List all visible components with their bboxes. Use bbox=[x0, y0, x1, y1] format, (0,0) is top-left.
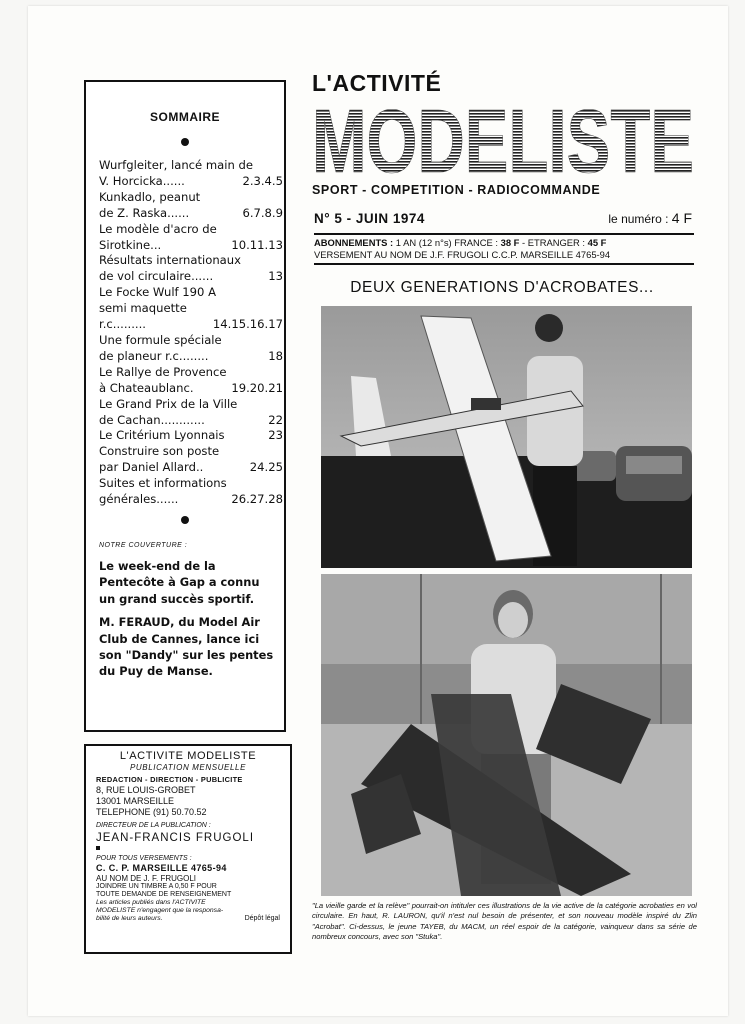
sommaire-box bbox=[84, 80, 286, 732]
photo-lauron bbox=[321, 306, 692, 568]
imprint-phone: TELEPHONE (91) 50.70.52 bbox=[96, 807, 207, 817]
toc-item: Le Focke Wulf 190 A semi maquette r.c ......... 14.15.16.17 bbox=[99, 285, 283, 332]
rule-line bbox=[314, 233, 694, 235]
imprint-address: 8, RUE LOUIS-GROBET bbox=[96, 785, 196, 795]
toc-item: Construire son poste par Daniel Allard .. 24.25 bbox=[99, 444, 283, 475]
svg-text:MODELISTE: MODELISTE bbox=[312, 104, 694, 180]
issue-price: le numéro : 4 F bbox=[608, 210, 692, 226]
rule-line bbox=[314, 263, 694, 265]
stamp-note: JOINDRE UN TIMBRE A 0,50 F POUR bbox=[96, 883, 217, 890]
table-of-contents bbox=[99, 158, 283, 508]
imprint-roles: REDACTION - DIRECTION - PUBLICITE bbox=[96, 775, 243, 784]
versement-line: VERSEMENT AU NOM DE J.F. FRUGOLI C.C.P. MARSEILLE 4765-94 bbox=[314, 249, 611, 260]
sommaire-title: SOMMAIRE bbox=[150, 110, 220, 124]
couverture-text bbox=[99, 558, 277, 687]
issue-row bbox=[314, 210, 692, 230]
toc-item: Le Rallye de Provence à Chateaublanc . 19.20.21 bbox=[99, 364, 283, 395]
modeliste-logo bbox=[310, 104, 696, 180]
square-bullet bbox=[96, 846, 100, 850]
couverture-paragraph: Le week-end de la Pentecôte à Gap a connu un grand succès sportif. bbox=[99, 559, 260, 606]
imprint-title: L'ACTIVITE MODELISTE bbox=[119, 750, 257, 762]
depot-legal: Dépôt légal bbox=[244, 915, 280, 922]
issue-number: N° 5 - JUIN 1974 bbox=[314, 211, 425, 226]
ccp-account: C. C. P. MARSEILLE 4765-94 bbox=[96, 863, 227, 873]
responsibility-notice: MODELISTE n'engagent que la responsa- bbox=[96, 907, 224, 914]
payments-label: POUR TOUS VERSEMENTS : bbox=[96, 855, 192, 862]
masthead-subhead: SPORT - COMPETITION - RADIOCOMMANDE bbox=[312, 183, 601, 197]
stamp-note: TOUTE DEMANDE DE RENSEIGNEMENT bbox=[96, 891, 232, 898]
imprint-city: 13001 MARSEILLE bbox=[96, 796, 175, 806]
masthead-kicker: L'ACTIVITÉ bbox=[312, 70, 442, 96]
imprint-box bbox=[84, 744, 292, 954]
article-headline: DEUX GENERATIONS D'ACROBATES... bbox=[350, 279, 654, 296]
toc-item: Suites et informations générales ...... 26.27.28 bbox=[99, 476, 283, 507]
photo-caption: "La vieille garde et la relève" pourrait-on intituler ces illustrations de la vie active de la catégorie acrobaties en vol circulaire. En haut, R. LAURON, qu'il n'est nul besoin de présenter, et son nouveau modèle inspiré du Zlin "Acrobat". Ci-dessus, le jeune TAYEB, du MACM, un réel espoir de la catégorie, vainqueur dans sa série de nombreux concours, avec son "Stuka". bbox=[312, 901, 697, 942]
toc-item: Wurfgleiter, lancé main de V. Horcicka ...... 2.3.4.5 bbox=[99, 158, 283, 188]
subscriptions: ABONNEMENTS : 1 AN (12 n°s) FRANCE : 38 F - ETRANGER : 45 F VERSEMENT AU NOM DE J.F. FRUGOLI C.C.P. MARSEILLE 4765-94 bbox=[314, 237, 694, 261]
bullet-dot bbox=[181, 138, 189, 146]
toc-item: Une formule spéciale de planeur r.c ........ 18 bbox=[99, 332, 283, 363]
toc-item: Résultats internationaux de vol circulaire ...... 13 bbox=[99, 253, 283, 284]
toc-item: Kunkadlo, peanut de Z. Raska ...... 6.7.8.9 bbox=[99, 189, 283, 220]
couverture-label: NOTRE COUVERTURE : bbox=[99, 542, 188, 549]
director-name: JEAN-FRANCIS FRUGOLI bbox=[96, 832, 255, 844]
ccp-name: AU NOM DE J. F. FRUGOLI bbox=[96, 874, 197, 883]
imprint-subtitle: PUBLICATION MENSUELLE bbox=[129, 763, 247, 772]
toc-item: Le Critérium Lyonnais 23 bbox=[99, 428, 283, 443]
couverture-paragraph: M. FERAUD, du Model Air Club de Cannes, lance ici son "Dandy" sur les pentes du Puy de Manse. bbox=[99, 615, 274, 679]
responsibility-notice: Les articles publiés dans l'ACTIVITE bbox=[96, 899, 206, 906]
toc-item: Le Grand Prix de la Ville de Cachan ............ 22 bbox=[99, 396, 283, 427]
bullet-dot bbox=[181, 516, 189, 524]
photo-tayeb bbox=[321, 574, 692, 896]
toc-item: Le modèle d'acro de Sirotkine ... 10.11.13 bbox=[99, 221, 283, 252]
responsibility-notice: bilité de leurs auteurs. bbox=[96, 915, 163, 922]
director-label: DIRECTEUR DE LA PUBLICATION : bbox=[96, 822, 211, 829]
